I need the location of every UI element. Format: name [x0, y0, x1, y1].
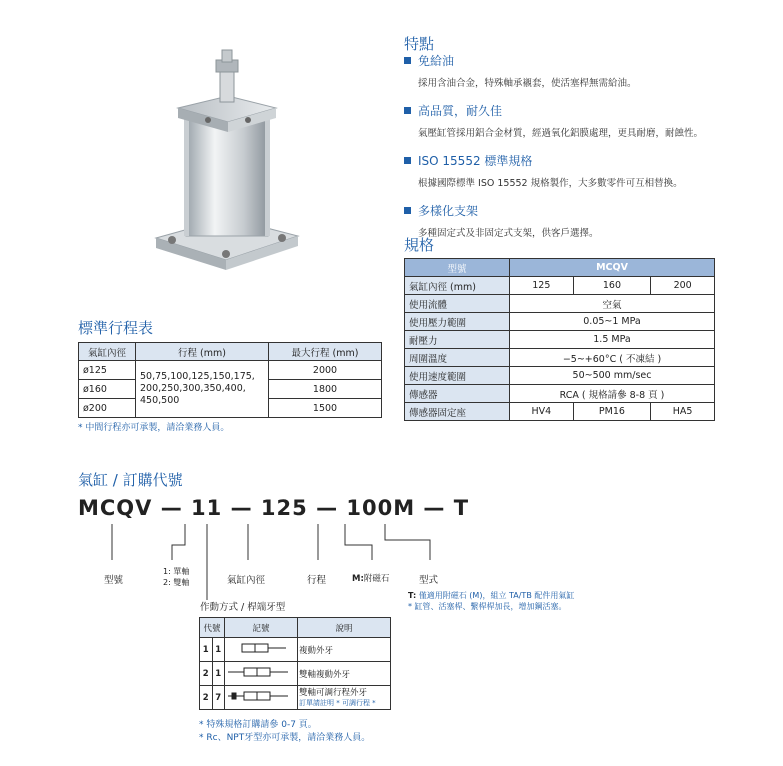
table-row: 耐壓力 1.5 MPa: [405, 331, 715, 349]
feature-head: 多樣化支架: [418, 204, 479, 218]
label-stroke: 行程: [307, 575, 327, 586]
feature-desc: 根據國際標準 ISO 15552 規格製作，大多數零件可互相替換。: [418, 178, 683, 189]
table-row: 傳感器 RCA ( 規格請參 8-8 頁 ): [405, 385, 715, 403]
table-row: 2 1 雙軸複動外牙: [200, 662, 391, 686]
feature-desc: 多種固定式及非固定式支架，供客戶選擇。: [418, 228, 599, 239]
table-row: ø200 1500: [79, 399, 382, 418]
table-row: 使用壓力範圍 0.05~1 MPa: [405, 313, 715, 331]
order-note-2: * Rc、NPT牙型亦可承製，請洽業務人員。: [199, 733, 371, 743]
label-magnet: M:附磁石: [352, 574, 390, 584]
order-code: MCQV — 11 — 125 — 100M — T: [78, 496, 470, 520]
label-type: 型式: [419, 575, 439, 586]
order-note-1: * 特殊規格訂購請參 0-7 頁。: [199, 720, 317, 730]
table-row: ø160 1800: [79, 380, 382, 399]
spec-title: 規格: [404, 236, 435, 254]
table-row: 傳感器固定座 HV4 PM16 HA5: [405, 403, 715, 421]
action-table: [199, 617, 391, 710]
spec-header-model: MCQV: [510, 259, 715, 277]
feature-head: ISO 15552 標準規格: [418, 154, 533, 168]
table-row: 使用流體 空氣: [405, 295, 715, 313]
feature-head: 高品質，耐久佳: [418, 104, 503, 118]
feature-head: 免給油: [418, 54, 455, 68]
table-row: 2 7 雙軸可調行程外牙 訂單請註明 * 可調行程 *: [200, 686, 391, 710]
spec-header-label: 型號: [405, 259, 510, 277]
label-axis1: 1: 單軸: [163, 567, 190, 576]
table-row: 1 1 複動外牙: [200, 638, 391, 662]
table-row: 使用速度範圍 50~500 mm/sec: [405, 367, 715, 385]
table-row: 周圍溫度 −5~+60°C ( 不凍結 ): [405, 349, 715, 367]
order-title: 氣缸 / 訂購代號: [78, 471, 183, 489]
table-row: 氣缸內徑 (mm) 125 160 200: [405, 277, 715, 295]
label-axis2: 2: 雙軸: [163, 578, 190, 587]
feature-desc: 採用含油合金，特殊軸承襯套，使活塞桿無需給油。: [418, 78, 637, 89]
stroke-title: 標準行程表: [78, 319, 154, 337]
table-row: 氣缸內徑 行程 (mm) 最大行程 (mm): [79, 343, 382, 361]
double-rod-symbol-icon: [225, 662, 298, 686]
label-bore: 氣缸內徑: [227, 575, 266, 586]
table-row: ø125 50,75,100,125,150,175, 200,250,300,350,400, 450,500 2000: [79, 361, 382, 380]
table-row: 代號 記號 說明: [200, 618, 391, 638]
label-model: 型號: [104, 575, 124, 586]
stroke-values: 50,75,100,125,150,175, 200,250,300,350,400, 450,500: [136, 361, 269, 418]
type-note: T: 僅適用附磁石 (M)，組立 TA/TB 配件用氣缸: [408, 591, 575, 600]
type-note-2: * 缸管、活塞桿、繫桿桿加長，增加鋼活塞。: [408, 602, 567, 611]
feature-desc: 氣壓缸管採用鋁合金材質，經過氧化鋁膜處理，更具耐磨，耐蝕性。: [418, 128, 704, 139]
action-title: 作動方式 / 桿端牙型: [200, 602, 286, 613]
stroke-note: * 中間行程亦可承製，請洽業務人員。: [78, 423, 230, 433]
adjustable-rod-symbol-icon: [225, 686, 298, 710]
single-rod-symbol-icon: [225, 638, 298, 662]
features-title: 特點: [404, 35, 435, 53]
